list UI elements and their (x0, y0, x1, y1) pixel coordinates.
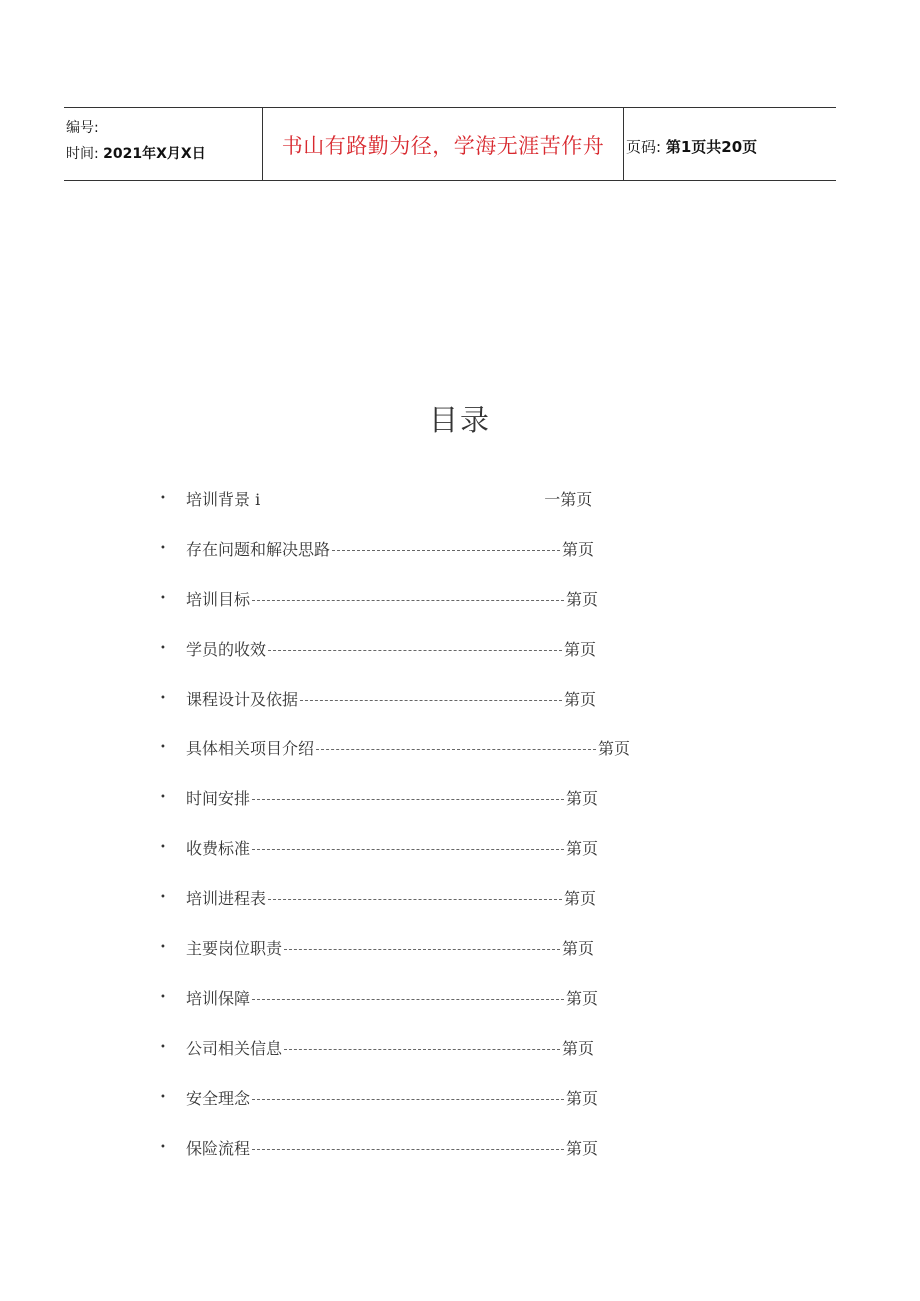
toc-leader (268, 650, 562, 651)
toc-item-page: 第页 (566, 589, 599, 609)
toc-leader (252, 1099, 564, 1100)
bullet-icon: • (160, 842, 166, 854)
toc-entry (186, 786, 598, 809)
toc-item-label: 安全理念 (186, 1088, 251, 1108)
toc-item[interactable] (160, 930, 720, 980)
toc-item-label: 公司相关信息 (186, 1038, 283, 1058)
page-info (626, 136, 757, 157)
toc-item-label: 培训保障 (186, 988, 251, 1008)
toc-leader (252, 849, 564, 850)
toc-item[interactable] (160, 780, 720, 830)
toc-item[interactable] (160, 730, 720, 780)
toc-item[interactable] (160, 880, 720, 930)
toc-item-label: 保险流程 (186, 1138, 251, 1158)
toc-item-label: 培训目标 (186, 589, 251, 609)
bullet-icon: • (160, 592, 166, 604)
bullet-icon: • (160, 742, 166, 754)
toc-item-page: 第页 (564, 689, 597, 709)
toc-leader (252, 600, 564, 601)
toc-entry (186, 587, 598, 610)
toc-item-label: 存在问题和解决思路 (186, 539, 331, 559)
toc-item-page: 第页 (566, 839, 599, 859)
toc-item[interactable] (160, 531, 720, 581)
toc-entry (186, 986, 598, 1009)
toc-item-label: 培训进程表 (186, 889, 267, 909)
date-label: 时间: (66, 146, 99, 162)
bullet-icon: • (160, 642, 166, 654)
toc-item-label: 收费标准 (186, 839, 251, 859)
motto-text: 书山有路勤为径，学海无涯苦作舟 (281, 134, 605, 158)
toc-item-page: 第页 (564, 889, 597, 909)
toc-item-label: 具体相关项目介绍 (186, 739, 315, 759)
toc-leader (332, 550, 560, 551)
toc-item-page: 第页 (562, 539, 595, 559)
toc-leader (252, 1149, 564, 1150)
toc-entry (186, 1136, 598, 1159)
bullet-icon: • (160, 942, 166, 954)
toc-entry (186, 936, 594, 959)
bullet-icon: • (160, 1041, 166, 1053)
toc-item[interactable] (160, 681, 720, 731)
bullet-icon: • (160, 493, 166, 504)
page-value: 第1页共20页 (665, 138, 758, 156)
toc-leader (300, 700, 562, 701)
bullet-icon: • (160, 792, 166, 804)
date-value: 2021年X月X日 (103, 146, 206, 162)
toc-item-page: 第页 (566, 1138, 599, 1158)
toc-item-page: 第页 (566, 988, 599, 1008)
toc-entry (186, 1036, 594, 1059)
toc-item-page: 第页 (564, 639, 597, 659)
toc-entry (186, 736, 630, 759)
toc-entry (186, 537, 594, 560)
toc-leader (316, 749, 596, 750)
toc-item-page: 第页 (566, 789, 599, 809)
toc-item[interactable] (160, 1130, 720, 1180)
toc-item[interactable] (160, 631, 720, 681)
bullet-icon: • (160, 1091, 166, 1103)
bullet-icon: • (160, 542, 166, 554)
toc-item[interactable] (160, 581, 720, 631)
toc-leader (252, 799, 564, 800)
toc-item-page: 第页 (566, 1088, 599, 1108)
toc-entry (186, 487, 592, 510)
toc-entry (186, 637, 596, 660)
toc-item[interactable] (160, 1030, 720, 1080)
toc-entry (186, 836, 598, 859)
toc-item-page: 第页 (598, 739, 631, 759)
toc-item-page: 第页 (562, 939, 595, 959)
toc-entry (186, 1086, 598, 1109)
toc-leader (268, 899, 562, 900)
bullet-icon: • (160, 892, 166, 904)
bullet-icon: • (160, 1141, 166, 1153)
toc-item-page: 一第页 (544, 490, 593, 509)
header-left-cell (64, 108, 263, 180)
toc-title: 目录 (428, 403, 491, 437)
toc-item-label: 培训背景 i (186, 490, 261, 509)
bullet-icon: • (160, 991, 166, 1003)
page-label: 页码: (626, 138, 662, 156)
toc-entry (186, 687, 596, 710)
toc-item-page: 第页 (562, 1038, 595, 1058)
date-line (66, 143, 206, 163)
toc-item[interactable] (160, 1080, 720, 1130)
document-header (64, 107, 836, 181)
toc-entry (186, 886, 596, 909)
toc-item-label: 主要岗位职责 (186, 939, 283, 959)
toc-item[interactable] (160, 481, 720, 531)
toc-item-label: 学员的收效 (186, 639, 267, 659)
serial-number-label: 编号: (66, 120, 99, 136)
toc-leader (284, 1049, 560, 1050)
toc-item-label: 课程设计及依据 (186, 689, 299, 709)
toc-item[interactable] (160, 830, 720, 880)
table-of-contents (160, 481, 720, 1179)
toc-item-label: 时间安排 (186, 789, 251, 809)
bullet-icon: • (160, 692, 166, 704)
toc-leader (284, 949, 560, 950)
header-motto-cell (263, 108, 624, 180)
toc-item[interactable] (160, 980, 720, 1030)
header-page-cell (624, 108, 836, 180)
toc-leader (252, 999, 564, 1000)
